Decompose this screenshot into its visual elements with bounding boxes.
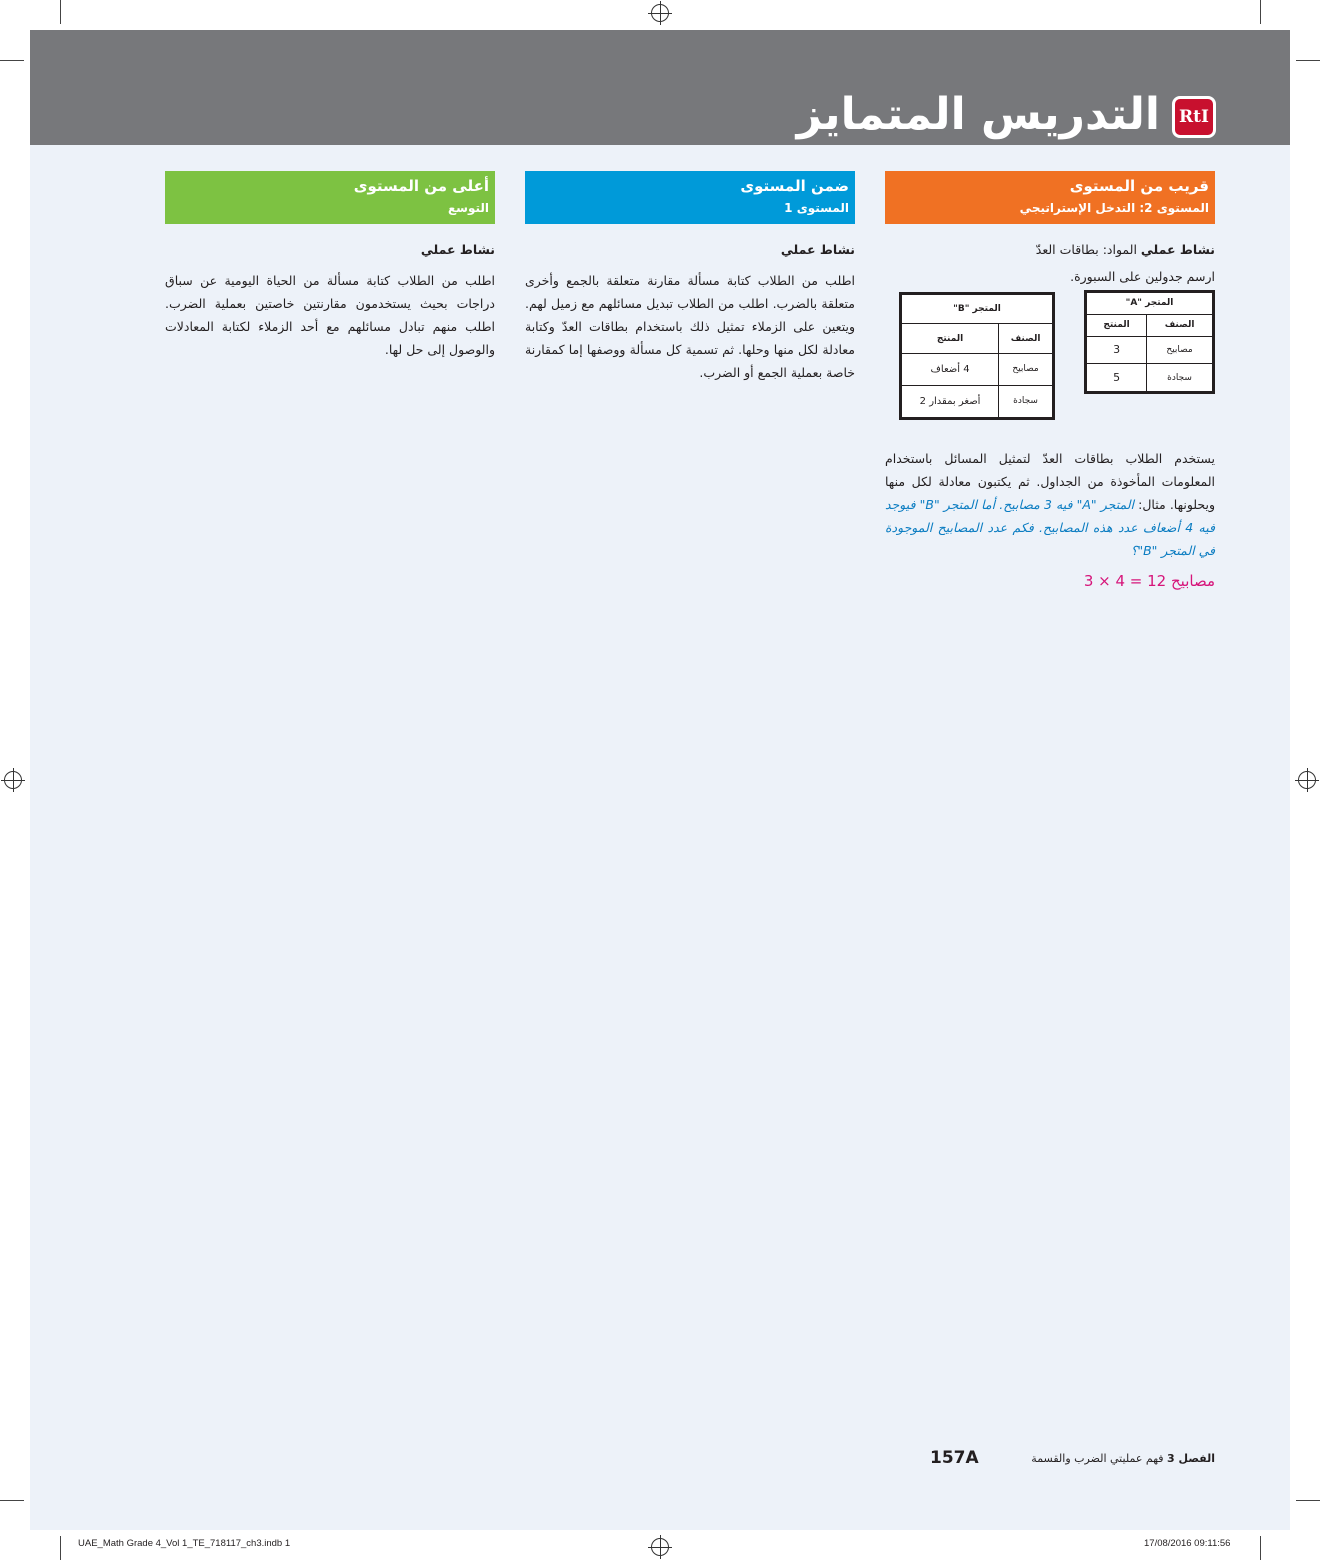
- on-level-activity-label: نشاط عملي: [780, 242, 855, 257]
- activity-label-bold: نشاط عملي: [1140, 242, 1215, 257]
- crop-mark: [1260, 0, 1261, 24]
- on-level-header: [525, 171, 855, 224]
- store-b-row-item: مصابيح: [999, 353, 1053, 385]
- approaching-column: [885, 238, 1215, 288]
- approaching-continued: [885, 447, 1215, 593]
- store-a-col-count: المنتج: [1087, 314, 1147, 336]
- store-a-row-item: مصابيح: [1147, 336, 1213, 364]
- example-answer: مصابيح 12 = 4 × 3: [1083, 572, 1215, 590]
- beyond-activity-label: نشاط عملي: [420, 242, 495, 257]
- approaching-activity-label: [885, 238, 1215, 261]
- beyond-level-header: [165, 171, 495, 224]
- rti-badge: RtI: [1172, 96, 1216, 138]
- beyond-column: [165, 238, 495, 361]
- on-level-title: ضمن المستوى: [740, 177, 849, 195]
- registration-mark-icon: [4, 771, 22, 789]
- store-a-row-item: سجادة: [1147, 364, 1213, 392]
- store-a-col-item: الصنف: [1147, 314, 1213, 336]
- beyond-subtitle: التوسع: [447, 201, 489, 215]
- crop-mark: [60, 1536, 61, 1560]
- on-level-subtitle: المستوى 1: [784, 201, 849, 215]
- page-footer: [930, 1448, 1215, 1468]
- registration-mark-icon: [1298, 771, 1316, 789]
- approaching-paragraph-text: يستخدم الطلاب بطاقات العدّ لتمثيل المسائل باستخدام المعلومات المأخوذة من الجداول. ثم يكتبون معادلة لكل منها ويحلونها.: [885, 451, 1216, 512]
- store-a-row-count: 5: [1087, 364, 1147, 392]
- registration-mark-icon: [651, 4, 669, 22]
- footer-chapter: [1031, 1452, 1215, 1465]
- crop-mark: [0, 60, 24, 61]
- chapter-label: الفصل 3: [1167, 1451, 1215, 1465]
- crop-mark: [0, 1500, 24, 1501]
- store-b-caption: المتجر "B": [902, 295, 1053, 324]
- store-a-table: [1084, 290, 1215, 394]
- crop-mark: [1296, 60, 1320, 61]
- slug-date: 17/08/2016 09:11:56: [1144, 1538, 1231, 1549]
- example-text: المتجر "A" فيه 3 مصابيح. أما المتجر "B" فيوجد فيه 4 أضعاف عدد هذه المصابيح. فكم عدد المصابيح الموجودة في المتجر "B"؟: [885, 497, 1215, 558]
- crop-mark: [1296, 1500, 1320, 1501]
- store-b-col-count: المنتج: [902, 324, 999, 353]
- store-a-caption: المتجر "A": [1087, 293, 1213, 315]
- approaching-title: قريب من المستوى: [1069, 177, 1209, 195]
- slug-file: UAE_Math Grade 4_Vol 1_TE_718117_ch3.indb 1: [78, 1538, 291, 1549]
- on-level-column: [525, 238, 855, 384]
- store-b-table: [899, 292, 1055, 420]
- chapter-title: فهم عمليتي الضرب والقسمة: [1031, 1451, 1168, 1465]
- page-number: 157A: [930, 1448, 979, 1468]
- approaching-paragraph: [885, 447, 1215, 562]
- store-b-row-item: سجادة: [999, 385, 1053, 417]
- crop-mark: [1260, 1536, 1261, 1560]
- crop-mark: [60, 0, 61, 24]
- on-level-paragraph: اطلب من الطلاب كتابة مسألة مقارنة متعلقة بالجمع وأخرى متعلقة بالضرب. اطلب من الطلاب تبديل مسائلهم مع زميل لهم. ويتعين على الزملاء تمثيل ذلك باستخدام بطاقات العدّ وكتابة معادلة لكل منها وحلها. ثم تسمية كل مسألة ووصفها إما كمقارنة خاصة بعملية الجمع أو الضرب.: [525, 273, 855, 380]
- beyond-paragraph: اطلب من الطلاب كتابة مسألة من الحياة اليومية عن سباق دراجات بحيث يستخدمون مقارنتين خاصتين بعملية الضرب. اطلب منهم تبادل مسائلهم مع أحد الزملاء لكتابة المعادلات والوصول إلى حل لها.: [165, 273, 495, 357]
- example-label: مثال:: [1138, 497, 1170, 512]
- materials-text: المواد: بطاقات العدّ: [1035, 242, 1141, 257]
- approaching-level-header: [885, 171, 1215, 224]
- instruction-line: ارسم جدولين على السبورة.: [1070, 269, 1215, 284]
- store-b-col-item: الصنف: [999, 324, 1053, 353]
- store-b-row-count: 4 أضعاف: [902, 353, 999, 385]
- beyond-title: أعلى من المستوى: [353, 177, 489, 195]
- store-b-row-count: أصغر بمقدار 2: [902, 385, 999, 417]
- store-a-row-count: 3: [1087, 336, 1147, 364]
- approaching-subtitle: المستوى 2: التدخل الإستراتيجي: [1019, 201, 1209, 215]
- registration-mark-icon: [651, 1538, 669, 1556]
- page-title: التدريس المتمايز: [796, 89, 1160, 140]
